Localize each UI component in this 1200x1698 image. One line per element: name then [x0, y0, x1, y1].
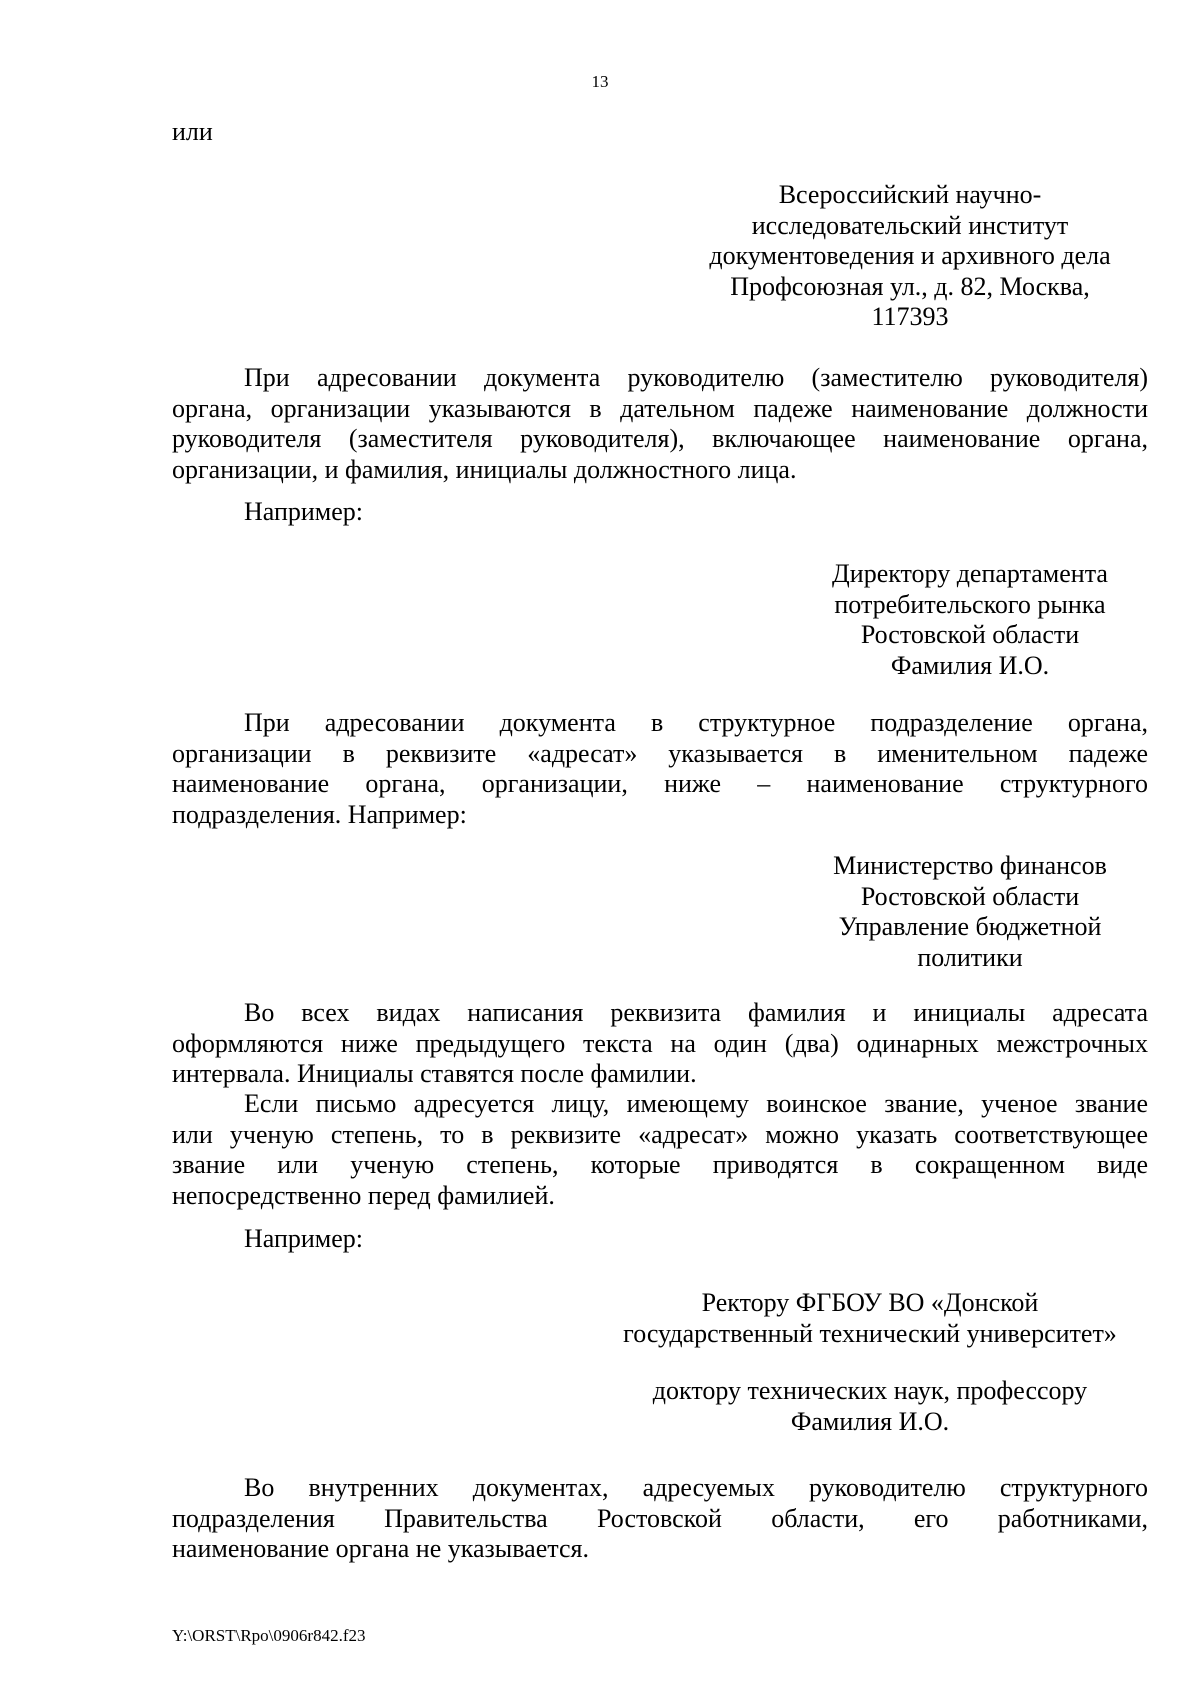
address-line: Ростовской области — [860, 620, 1080, 649]
address-line: государственный технический университет» — [623, 1318, 1117, 1348]
address-block-ministry — [810, 851, 1130, 973]
address-line: Ростовской области — [860, 881, 1080, 911]
address-line: Профсоюзная ул., д. 82, Москва, — [730, 271, 1090, 301]
address-block-professor — [620, 1376, 1120, 1437]
page-number: 13 — [591, 72, 609, 91]
paragraph-line: звание или ученую степень, которые приводятся в сокращенном виде — [172, 1150, 1148, 1179]
address-line: Управление бюджетной — [838, 912, 1102, 941]
paragraph-line: Во внутренних документах, адресуемых руководителю структурного — [244, 1473, 1148, 1502]
example-label: Например: — [244, 497, 364, 526]
paragraph-line: Во всех видах написания реквизита фамилия и инициалы адресата — [244, 998, 1148, 1027]
paragraph-line: При адресовании документа руководителю (заместителю руководителя) — [244, 363, 1148, 392]
address-line: потребительского рынка — [834, 589, 1106, 619]
paragraph-internal-documents — [172, 1473, 1148, 1565]
address-block-vniidad — [680, 180, 1140, 333]
or-word: или — [172, 117, 213, 146]
address-line: Министерство финансов — [833, 851, 1107, 880]
paragraph-line: органа, организации указываются в дательном падеже наименование должности — [172, 393, 1148, 423]
paragraph-line: наименование органа, организации, ниже – наименование структурного — [172, 769, 1148, 798]
address-line: политики — [917, 942, 1023, 972]
paragraph-line: интервала. Инициалы ставятся после фамилии. — [172, 1059, 697, 1088]
address-line: доктору технических наук, профессору — [652, 1376, 1088, 1405]
example-label: Например: — [244, 1224, 364, 1253]
paragraph-line: наименование органа не указывается. — [172, 1534, 589, 1563]
address-line: Директору департамента — [832, 559, 1108, 588]
address-line: Всероссийский научно- — [778, 180, 1042, 209]
paragraph-addressing-head — [172, 363, 1148, 485]
paragraph-surname-initials — [172, 998, 1148, 1090]
address-line: Ректору ФГБОУ ВО «Донской — [701, 1288, 1039, 1317]
address-line: исследовательский институт — [751, 210, 1069, 240]
address-line: Фамилия И.О. — [790, 1406, 950, 1436]
paragraph-line: руководителя (заместителя руководителя), включающее наименование органа, — [172, 424, 1148, 453]
paragraph-line: Если письмо адресуется лицу, имеющему воинское звание, ученое звание — [244, 1089, 1148, 1118]
paragraph-line: подразделения Правительства Ростовской области, его работниками, — [172, 1503, 1148, 1533]
address-line: Фамилия И.О. — [890, 650, 1050, 680]
footer-file-path: Y:\ORST\Rpo\0906r842.f23 — [172, 1626, 366, 1645]
address-block-rector — [590, 1288, 1150, 1349]
address-block-director — [800, 559, 1140, 681]
paragraph-line: оформляются ниже предыдущего текста на один (два) одинарных межстрочных — [172, 1028, 1148, 1058]
paragraph-line: непосредственно перед фамилией. — [172, 1180, 555, 1210]
paragraph-line: подразделения. Например: — [172, 799, 467, 829]
paragraph-line: или ученую степень, то в реквизите «адресат» можно указать соответствующее — [172, 1119, 1148, 1149]
address-line: 117393 — [871, 302, 949, 331]
paragraph-line: При адресовании документа в структурное подразделение органа, — [244, 708, 1148, 737]
paragraph-line: организации в реквизите «адресат» указывается в именительном падеже — [172, 738, 1148, 768]
paragraph-structural-unit — [172, 708, 1148, 830]
address-line: документоведения и архивного дела — [709, 241, 1111, 270]
paragraph-military-rank — [172, 1089, 1148, 1211]
paragraph-line: организации, и фамилия, инициалы должностного лица. — [172, 454, 797, 484]
